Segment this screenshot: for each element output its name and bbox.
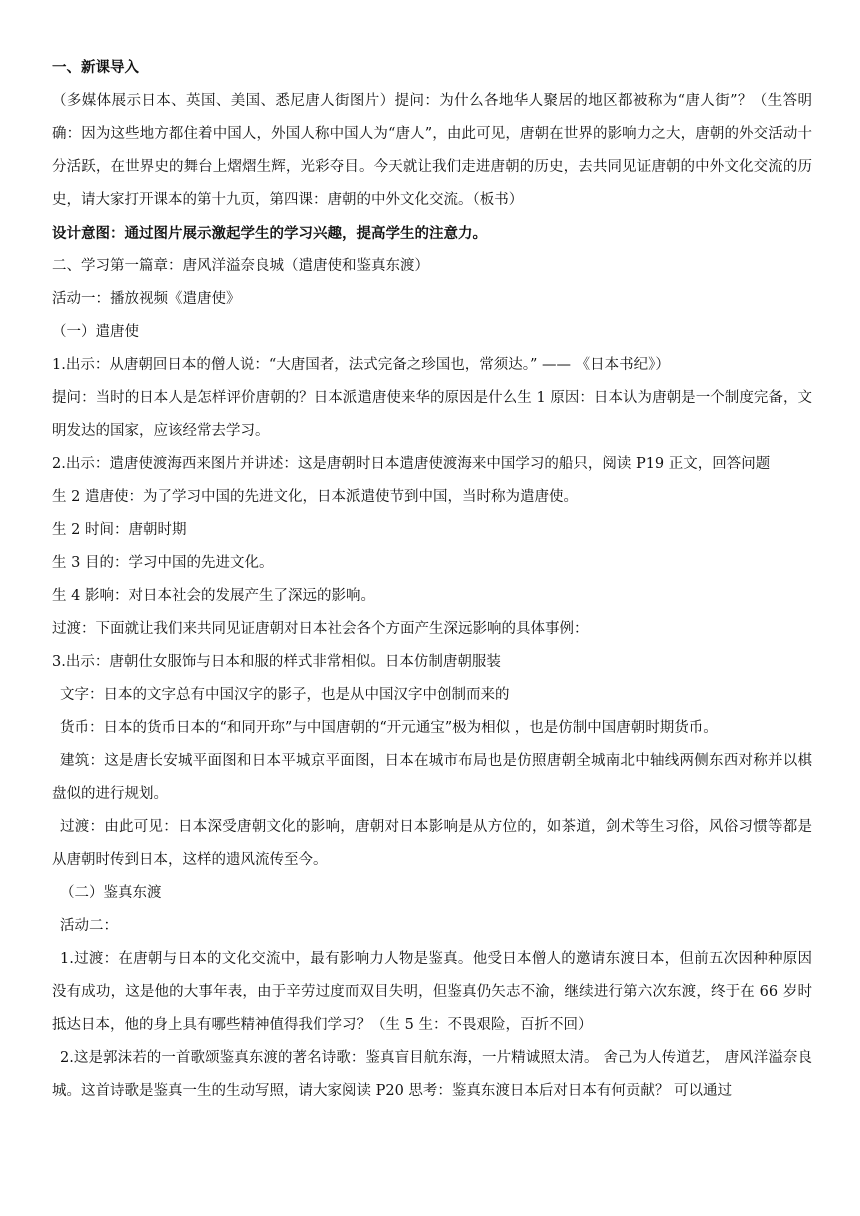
student-answer-4: 生 4 影响：对日本社会的发展产生了深远的影响。 (52, 588, 375, 604)
question-1: 提问：当时的日本人是怎样评价唐朝的？日本派遣唐使来华的原因是什么生 1 原因：日本认为唐朝是一个制度完备，文明发达的国家，应该经常去学习。 (52, 390, 812, 439)
student-answer-3: 生 3 目的：学习中国的先进文化。 (52, 555, 274, 571)
section-heading-2: 二、学习第一篇章：唐风洋溢奈良城（遣唐使和鉴真东渡） (52, 258, 429, 274)
transition-2: 过渡：由此可见：日本深受唐朝文化的影响，唐朝对日本影响是从方位的，如茶道，剑术等生习俗，风俗习惯等都是从唐朝时传到日本，这样的遗风流传至今。 (52, 819, 812, 868)
jianzhen-paragraph-1: 1.过渡：在唐朝与日本的文化交流中，最有影响力人物是鉴真。他受日本僧人的邀请东渡日本，但前五次因种种原因没有成功，这是他的大事年表，由于辛劳过度而双目失明，但鉴真仍矢志不渝，继续进行第六次东渡，终于在 66 岁时抵达日本，他的身上具有哪些精神值得我们学习？（生 5 生：不畏艰险，百折不回） (52, 951, 812, 1033)
subheading-jianzhen: （二）鉴真东渡 (60, 885, 162, 901)
paragraph-intro: （多媒体展示日本、英国、美国、悉尼唐人街图片）提问：为什么各地华人聚居的地区都被称为“唐人街”？（生答明确：因为这些地方都住着中国人，外国人称中国人为“唐人”，由此可见，唐朝在世界的影响力之大，唐朝的外交活动十分活跃，在世界史的舞台上熠熠生辉，光彩夺目。今天就让我们走进唐朝的历史，去共同见证唐朝的中外文化交流的历史，请大家打开课本的第十九页，第四课：唐朝的中外文化交流。（板书） (52, 93, 812, 208)
step-2: 2.出示：遣唐使渡海西来图片并讲述：这是唐朝时日本遣唐使渡海来中国学习的船只，阅读 P19 正文，回答问题 (52, 456, 771, 472)
writing-item: 文字：日本的文字总有中国汉字的影子，也是从中国汉字中创制而来的 (60, 687, 510, 703)
jianzhen-paragraph-2: 2.这是郭沫若的一首歌颂鉴真东渡的著名诗歌：鉴真盲目航东海，一片精诚照太清。 舍己为人传道艺， 唐风洋溢奈良城。这首诗歌是鉴真一生的生动写照，请大家阅读 P20 思考：鉴真东渡日本后对日本有何贡献？ 可以通过 (52, 1050, 812, 1099)
document-page (52, 52, 812, 1108)
step-1: 1.出示：从唐朝回日本的僧人说：“大唐国者，法式完备之珍国也，常须达。” —— 《日本书纪》） (52, 357, 670, 373)
activity-2: 活动二： (60, 918, 118, 934)
architecture-item: 建筑：这是唐长安城平面图和日本平城京平面图，日本在城市布局也是仿照唐朝全城南北中轴线两侧东西对称并以棋盘似的进行规划。 (52, 753, 812, 802)
step-3: 3.出示：唐朝仕女服饰与日本和服的样式非常相似。日本仿制唐朝服装 (52, 654, 501, 670)
activity-1: 活动一：播放视频《遣唐使》 (52, 291, 241, 307)
subheading-envoys: （一）遣唐使 (52, 324, 139, 340)
student-answer-2: 生 2 时间：唐朝时期 (52, 522, 187, 538)
student-answer-1: 生 2 遣唐使：为了学习中国的先进文化，日本派遣使节到中国，当时称为遣唐使。 (52, 489, 578, 505)
currency-item: 货币：日本的货币日本的“和同开珎”与中国唐朝的“开元通宝”极为相似 ，也是仿制中国唐朝时期货币。 (60, 720, 718, 736)
design-intent: 设计意图：通过图片展示激起学生的学习兴趣，提高学生的注意力。 (52, 225, 487, 242)
transition-1: 过渡：下面就让我们来共同见证唐朝对日本社会各个方面产生深远影响的具体事例： (52, 621, 589, 637)
section-heading-1: 一、新课导入 (52, 60, 139, 76)
